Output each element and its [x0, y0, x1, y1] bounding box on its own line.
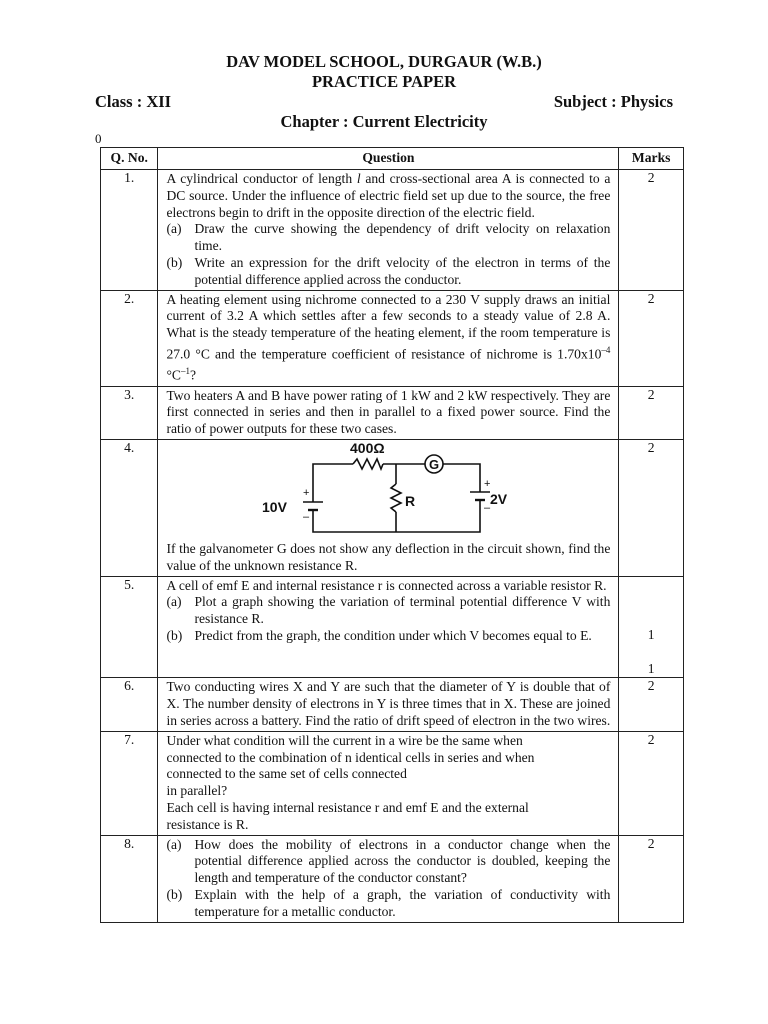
sub-label: (a)	[166, 221, 182, 237]
sub-question: Predict from the graph, the condition under which V becomes equal to E.	[194, 628, 592, 643]
question-marks: 2	[619, 170, 684, 291]
table-row	[101, 835, 684, 922]
sub-question: Explain with the help of a graph, the variation of conductivity with temperature for a metallic conductor.	[194, 886, 611, 919]
header-qno: Q. No.	[101, 148, 158, 170]
question-marks: 2	[619, 440, 684, 577]
cell-2v-plus: +	[484, 478, 491, 491]
header-question: Question	[158, 148, 619, 170]
cell-2v-label: 2V	[490, 491, 508, 508]
table-row	[101, 576, 684, 678]
document-header	[0, 52, 768, 92]
marks-part-a: 1	[647, 627, 655, 642]
question-marks: 2	[619, 386, 684, 439]
question-text	[158, 731, 619, 835]
table-row	[101, 170, 684, 291]
question-text	[158, 440, 619, 577]
q2-exponent: –4	[601, 344, 611, 355]
resistor-400-symbol	[353, 459, 383, 469]
q2-text-c: ?	[189, 367, 196, 383]
question-number: 3.	[101, 386, 158, 439]
paper-title: PRACTICE PAPER	[311, 72, 457, 91]
q4-text: If the galvanometer G does not show any deflection in the circuit shown, find the value of the unknown resistance R.	[166, 541, 611, 573]
q7-line: Each cell is having internal resistance r and emf E and the external	[166, 799, 529, 815]
q6-text: Two conducting wires X and Y are such that the diameter of Y is double that of X. The number density of electrons in Y is three times that in X. These are joined in series across a battery. Find the ratio of drift speed of electron in the two wires.	[166, 679, 611, 728]
table-row	[101, 731, 684, 835]
table-row	[101, 386, 684, 439]
table-row	[101, 440, 684, 577]
q1-length-symbol: l	[356, 171, 361, 186]
class-label: Class : XII	[95, 92, 172, 111]
question-text	[158, 835, 619, 922]
sub-label: (a)	[166, 594, 182, 610]
resistor-r-symbol	[391, 484, 401, 512]
q1-text-b: and cross-sectional area A is connected to a DC source. Under the influence of electric field set up due to the source, the free electrons begin to drift in the opposite direction of the electric field.	[166, 171, 611, 220]
question-table	[100, 147, 684, 923]
resistor-r-label: R	[405, 493, 416, 510]
q2-exponent-2: –1	[180, 366, 190, 377]
question-text	[158, 386, 619, 439]
question-text	[158, 576, 619, 678]
circuit-wire-top-right	[442, 464, 480, 492]
question-marks	[619, 576, 684, 678]
chapter-title: Chapter : Current Electricity	[280, 112, 488, 131]
circuit-wire-left	[313, 464, 353, 502]
stray-mark: 0	[95, 131, 102, 146]
q7-line: in parallel?	[166, 783, 228, 799]
subject-label: Subject : Physics	[553, 92, 673, 111]
cell-2v-minus: –	[484, 502, 491, 515]
sub-label: (a)	[166, 836, 182, 852]
sub-label: (b)	[166, 254, 183, 270]
cell-10v-plus: +	[303, 487, 310, 500]
sub-label: (b)	[166, 628, 183, 643]
question-marks: 2	[619, 731, 684, 835]
q7-line: connected to the same set of cells connected	[166, 766, 407, 782]
header-marks: Marks	[619, 148, 684, 170]
galvanometer-label: G	[429, 457, 440, 473]
question-marks: 2	[619, 290, 684, 386]
q2-text-a: A heating element using nichrome connected to a 230 V supply draws an initial current of 3.2 A which settles after a few seconds to a steady value of 2.8 A. What is the steady temperature of the heating element, if the room temperature is 27.0 °C and the temperature coefficient of resistance of nichrome is 1.70x10	[166, 291, 611, 362]
sub-question: Plot a graph showing the variation of terminal potential difference V with resistance R.	[194, 594, 611, 627]
sub-question: Write an expression for the drift velocity of the electron in terms of the potential difference applied across the conductor.	[194, 254, 611, 287]
question-number: 7.	[101, 731, 158, 835]
sub-question: How does the mobility of electrons in a conductor change when the potential difference applied across the conductor is doubled, keeping the length and temperature of the conductor constant?	[194, 836, 611, 886]
table-row	[101, 290, 684, 386]
question-text	[158, 678, 619, 731]
q7-line: Under what condition will the current in a wire be the same when	[166, 732, 523, 748]
resistor-400-label: 400Ω	[350, 440, 385, 457]
q7-line: connected to the combination of n identical cells in series and when	[166, 749, 535, 765]
table-header-row	[101, 148, 684, 170]
sub-question: Draw the curve showing the dependency of drift velocity on relaxation time.	[194, 221, 611, 254]
cell-10v-minus: –	[303, 511, 310, 524]
question-marks: 2	[619, 835, 684, 922]
marks-part-b: 1	[647, 660, 655, 676]
cell-10v-label: 10V	[262, 499, 288, 516]
school-name: DAV MODEL SCHOOL, DURGAUR (W.B.)	[226, 52, 542, 71]
q1-text-a: A cylindrical conductor of length	[166, 171, 357, 186]
q5-text: A cell of emf E and internal resistance r is connected across a variable resistor R.	[166, 577, 607, 593]
q7-line: resistance is R.	[166, 816, 249, 832]
question-number: 6.	[101, 678, 158, 731]
circuit-diagram	[258, 440, 518, 540]
question-number: 8.	[101, 835, 158, 922]
question-number: 5.	[101, 576, 158, 678]
question-number: 1.	[101, 170, 158, 291]
question-text	[158, 290, 619, 386]
question-number: 2.	[101, 290, 158, 386]
question-marks: 2	[619, 678, 684, 731]
question-number: 4.	[101, 440, 158, 577]
q2-text-b: °C	[166, 367, 181, 383]
q3-text: Two heaters A and B have power rating of 1 kW and 2 kW respectively. They are first connected in series and then in parallel to a fixed power source. Find the ratio of power outputs for these two cases.	[166, 387, 611, 437]
question-text	[158, 170, 619, 291]
sub-label: (b)	[166, 886, 183, 902]
table-row	[101, 678, 684, 731]
